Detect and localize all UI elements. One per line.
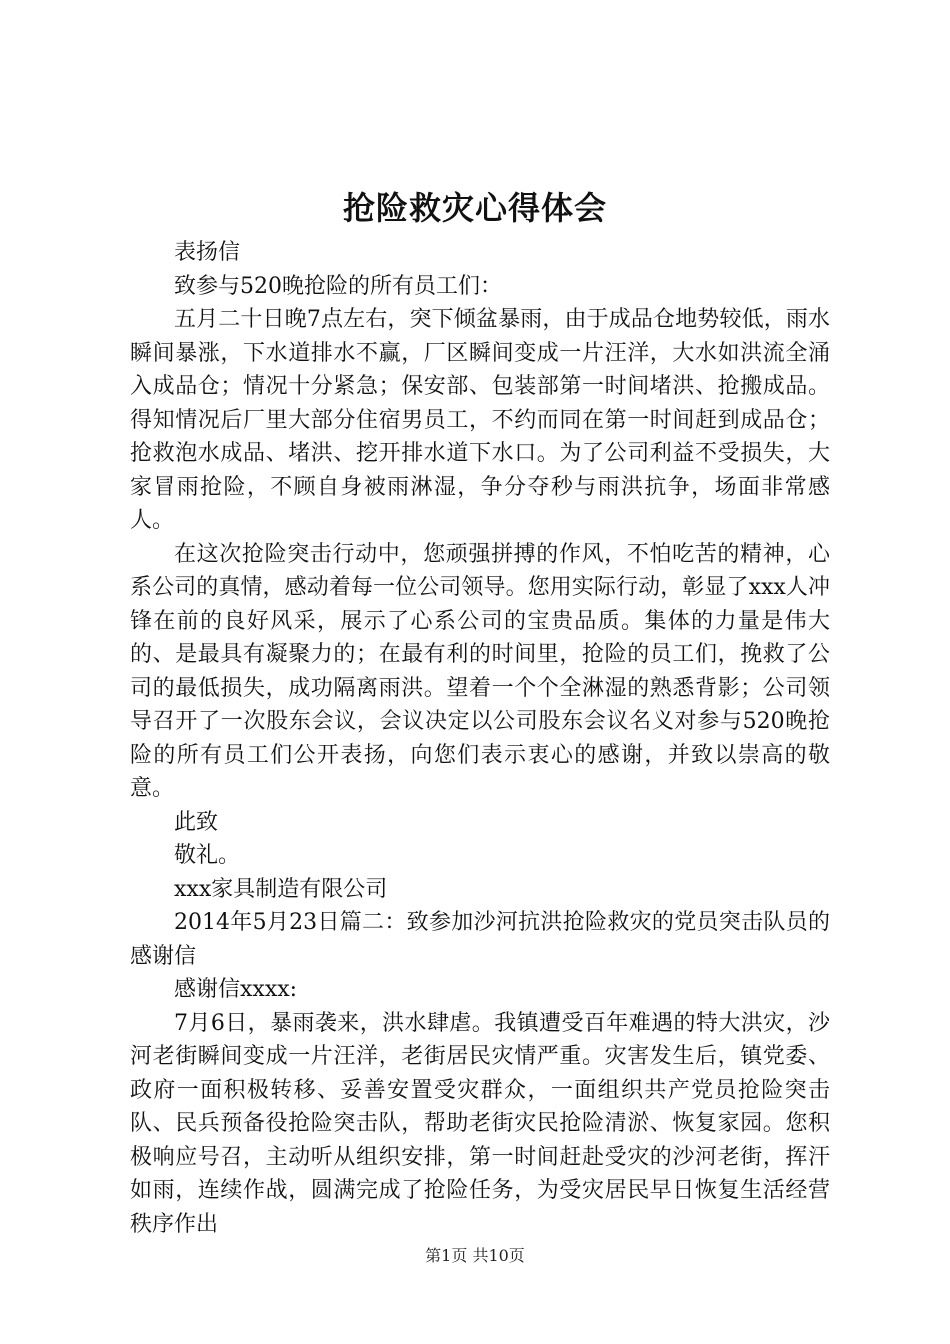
paragraph-signature: xxx家具制造有限公司 (174, 876, 388, 902)
page-footer: 第1页 共10页 (425, 1246, 525, 1265)
paragraph-date-part-two: 2014年5月23日篇二：致参加沙河抗洪抢险救灾的党员突击队员的感谢信 (130, 910, 830, 969)
document-title: 抢险救灾心得体会 (342, 189, 607, 227)
paragraph-regards: 敬礼。 (174, 843, 241, 868)
paragraph-flood-description: 7月6日，暴雨袭来，洪水肆虐。我镇遭受百年难遇的特大洪灾，沙河老街瞬间变成一片汪洋，老街居民灾情严重。灾害发生后，镇党委、政府一面积极转移、妥善安置受灾群众，一面组织共产党员抢险突击队、民兵预备役抢险突击队，帮助老街灾民抢险清淤、恢复家园。您积极响应号召，主动听从组织安排，第一时间赶赴受灾的沙河老街，挥汗如雨，连续作战，圆满完成了抢险任务，为受灾居民早日恢复生活经营秩序作出 (130, 1010, 830, 1237)
paragraph-praise: 在这次抢险突击行动中，您顽强拼搏的作风，不怕吃苦的精神，心系公司的真情，感动着每一位公司领导。您用实际行动，彰显了xxx人冲锋在前的良好风采，展示了心系公司的宝贵品质。集体的力量是伟大的、是最具有凝聚力的；在最有利的时间里，抢险的员工们，挽救了公司的最低损失，成功隔离雨洪。望着一个个全淋湿的熟悉背影；公司领导召开了一次股东会议，会议决定以公司股东会议名义对参与520晚抢险的所有员工们公开表扬，向您们表示衷心的感谢，并致以崇高的敬意。 (130, 541, 830, 801)
paragraph-heading-commendation: 表扬信 (174, 240, 241, 265)
paragraph-thanks-heading: 感谢信xxxx: (174, 977, 298, 1002)
paragraph-salutation: 致参与520晚抢险的所有员工们： (174, 273, 502, 299)
document-body (130, 236, 830, 1241)
paragraph-closing: 此致 (174, 809, 219, 835)
paragraph-event-description: 五月二十日晚7点左右，突下倾盆暴雨，由于成品仓地势较低，雨水瞬间暴涨，下水道排水不赢，厂区瞬间变成一片汪洋，大水如洪流全涌入成品仓；情况十分紧急；保安部、包装部第一时间堵洪、抢搬成品。得知情况后厂里大部分住宿男员工，不约而同在第一时间赶到成品仓；抢救泡水成品、堵洪、挖开排水道下水口。为了公司利益不受损失，大家冒雨抢险，不顾自身被雨淋湿，争分夺秒与雨洪抗争，场面非常感人。 (130, 307, 830, 533)
